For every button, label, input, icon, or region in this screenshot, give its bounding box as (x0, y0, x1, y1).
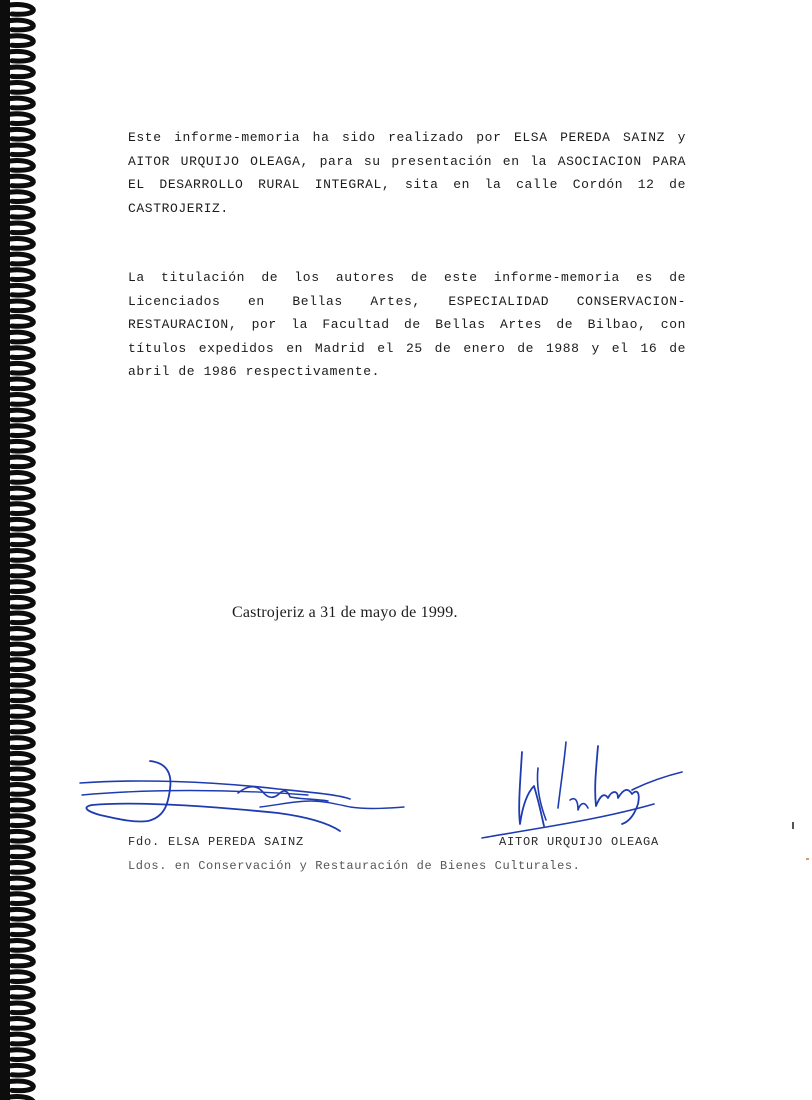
scan-mark (792, 822, 794, 829)
signer-elsa-pereda-name: Fdo. ELSA PEREDA SAINZ (128, 835, 305, 849)
binding-coil (4, 1097, 33, 1100)
signer-aitor-urquijo-name: AITOR URQUIJO OLEAGA (499, 835, 660, 849)
signature-aitor-urquijo (478, 724, 688, 846)
paragraph-qualifications: La titulación de los autores de este informe-memoria es de Licenciados en Bellas Artes, ESPECIALIDAD CONSERVACION-RESTAURACION, por la Facultad de Bellas Artes de Bilbao, con títulos expedidos en Madrid el 25 de enero de 1988 y el 16 de abril de 1986 respectivamente. (128, 270, 686, 379)
place-date-line: Castrojeriz a 31 de mayo de 1999. (232, 604, 458, 621)
spiral-binding (0, 0, 42, 1100)
paragraph-authors: Este informe-memoria ha sido realizado por ELSA PEREDA SAINZ y AITOR URQUIJO OLEAGA, para su presentación en la ASOCIACION PARA EL DESARROLLO RURAL INTEGRAL, sita en la calle Cordón 12 de CASTROJERIZ. (128, 130, 686, 216)
signers-professional-title: Ldos. en Conservación y Restauración de Bienes Culturales. (128, 859, 581, 873)
signature-elsa-pereda (78, 755, 418, 845)
scan-mark (806, 858, 809, 860)
